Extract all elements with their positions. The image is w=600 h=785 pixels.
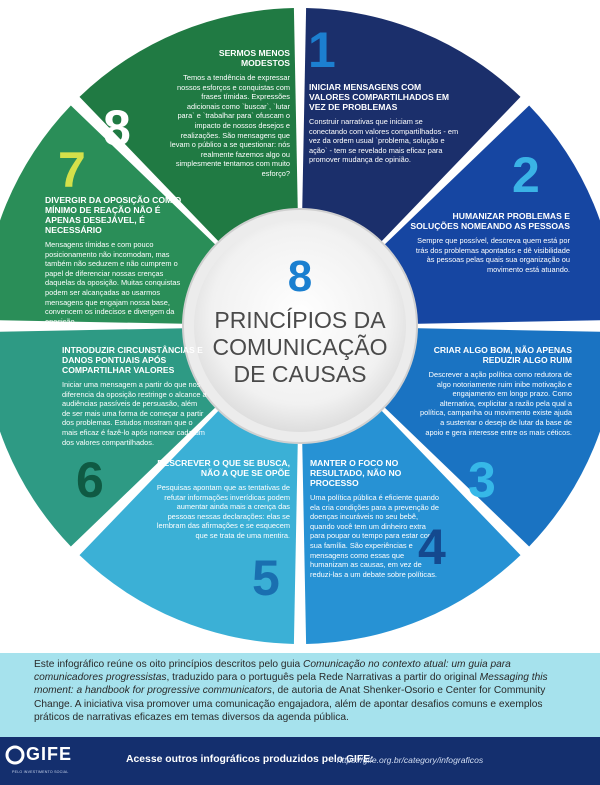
segment-5-number: 5 (252, 550, 280, 606)
center-title-line-3: DE CAUSAS (233, 361, 367, 387)
center-title-line-2: COMUNICAÇÃO (212, 334, 388, 360)
segment-6-title: INTRODUZIR CIRCUNSTÂNCIAS E DANOS PONTUAIS APÓS COMPARTILHAR VALORES (62, 345, 203, 375)
segment-1-text (309, 82, 459, 165)
infographics-cta: Acesse outros infográficos produzidos pelo GIFE: (126, 754, 374, 765)
center-title-line-1: PRINCÍPIOS DA (214, 307, 386, 333)
segment-7-number: 7 (58, 142, 86, 198)
segment-1-number: 1 (308, 22, 336, 78)
center-title (200, 307, 400, 388)
segment-6-text (62, 345, 207, 447)
infographics-link[interactable]: https://gife.org.br/category/infograficos (337, 755, 484, 765)
segment-5-body: Pesquisas apontam que as tentativas de refutar informações inverídicas podem aumentar ainda mais a crença das pessoas nessas declarações: elas se lembram das afirmações e se esquecem que se trata de uma mentira. (156, 483, 290, 540)
gife-logo: GIFE (26, 744, 73, 764)
segment-4-number: 4 (418, 519, 446, 575)
segment-1-body: Construir narrativas que iniciam se conectando com valores compartilhados - em vez da ordem usual `problema, solução e ação` - tem se revelado mais eficaz para promover mudança de opinião. (309, 117, 459, 165)
segment-8-text (170, 48, 290, 179)
segment-3-text (420, 345, 572, 437)
segment-4-title: MANTER O FOCO NO RESULTADO, NÃO NO PROCESSO (310, 458, 402, 488)
segment-1-title: INICIAR MENSAGENS COM VALORES COMPARTILHADOS EM VEZ DE PROBLEMAS (309, 82, 450, 112)
gife-logo-subtitle: PELO INVESTIMENTO SOCIAL (12, 770, 69, 774)
segment-3-title: CRIAR ALGO BOM, NÃO APENAS REDUZIR ALGO RUIM (433, 345, 572, 365)
segment-8-number: 8 (103, 100, 131, 156)
segment-7-text (45, 195, 195, 326)
footer-title-en: Messaging this moment: a handbook for progressive communicators (34, 672, 548, 697)
segment-5-text (150, 458, 290, 541)
segment-4-body: Uma política pública é eficiente quando ela cria condições para a prevenção de doenças incuráveis no seu bebê, quando você tem um dinheiro extra para poupar ou tempo para estar com sua família. São experiências e mensagens como essas que humanizam as causas, em vez de reduzi-las a um debate sobre políticas. (310, 493, 440, 579)
footer-title-pt: Comunicação no contexto atual: um guia para comunicadores progressistas (34, 659, 511, 684)
segment-3-number: 3 (468, 452, 496, 508)
segment-8-body: Temos a tendência de expressar nossos esforços e conquistas com frases tímidas. Expressões adicionais como `buscar`, `lutar para` e `trabalhar para` ofuscam o impacto de nossos desejos e realizações. São mensagens que levam o público a se questionar: nós realmente fazemos algo ou simplesmente tentamos com muito esforço? (170, 73, 290, 178)
segment-7-body: Mensagens tímidas e com pouco posicionamento não incomodam, mas também não seduzem e não cumprem o papel de diferenciar nossas crenças daquelas da oposição. Muitas conquistas podem ser alcançadas ao usarmos mensagens que engajam nossa base, convencem os indecisos e divergem da oposição. (45, 240, 181, 326)
footer-text-3: , de autoria de Anat Shenker-Osorio e Center for Community Change. A iniciativa visa promover uma comunicação engajadora, além de apontar desafios comuns e exemplos práticos de narrativas eficazes em temas diversos da agenda pública. (34, 685, 546, 723)
segment-5-title: DESCREVER O QUE SE BUSCA, NÃO A QUE SE OPÕE (157, 458, 290, 478)
segment-6-number: 6 (76, 452, 104, 508)
footer-text-2: , traduzido para o português pela Rede Narrativas a partir do original (166, 672, 480, 684)
segment-2-number: 2 (512, 147, 540, 203)
segment-3-body: Descrever a ação política como redutora de algo notoriamente ruim inibe motivação e engajamento em longo prazo. Como alternativa, explicitar a razão pela qual a política, campanha ou movimento existe ajuda a sustentar o desejo de lutar da base de apoio e gera interesse entre os mais céticos. (420, 370, 573, 437)
segment-6-body: Iniciar uma mensagem a partir do que nos diferencia da oposição restringe o alcance a audiências passíveis de persuasão, além de ser mais uma forma de começar a partir dos problemas. Estudos mostram que o mais eficaz é fazê-lo após nomear cada um dos valores compartilhados. (62, 380, 207, 447)
segment-2-body: Sempre que possível, descreva quem está por trás dos problemas apontados e dê visibilidade às pessoas pelas quais sua organização ou movimento está atuando. (415, 236, 570, 274)
footer-description (34, 658, 568, 724)
gife-logo-icon (4, 744, 26, 768)
segment-2-text (410, 211, 570, 274)
segment-7-title: DIVERGIR DA OPOSIÇÃO COM O MÍNIMO DE REAÇÃO NÃO É APENAS DESEJÁVEL, É NECESSÁRIO (45, 195, 182, 235)
footer-text-1: Este infográfico reúne os oito princípios descritos pelo guia (34, 659, 303, 670)
segment-8-title: SERMOS MENOS MODESTOS (218, 48, 290, 68)
center-number: 8 (287, 252, 313, 301)
segment-2-title: HUMANIZAR PROBLEMAS E SOLUÇÕES NOMEANDO AS PESSOAS (410, 211, 570, 231)
